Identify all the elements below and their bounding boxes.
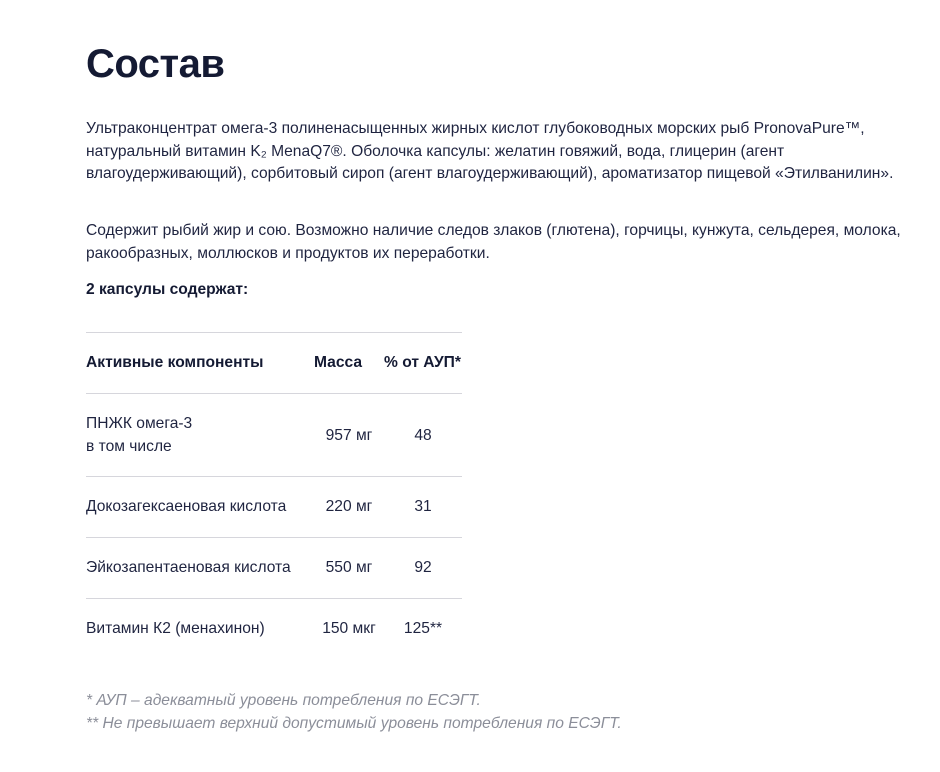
component-name: Эйкозапентаеновая кислота <box>86 538 314 599</box>
component-name <box>86 394 314 477</box>
column-header-percent: % от АУП* <box>384 333 462 394</box>
page-title: Состав <box>86 42 225 86</box>
component-name-line2: в том числе <box>86 438 172 455</box>
footnote-aup: * АУП – адекватный уровень потребления по ЕСЭГТ. <box>86 692 481 709</box>
composition-text: Ультраконцентрат омега-3 полиненасыщенных жирных кислот глубоководных морских рыб PronovaPure™, натуральный витамин K₂ MenaQ7®. Оболочка капсулы: желатин говяжий, вода, глицерин (агент влагоудерживающий), сорбитовый сироп (агент влагоудерживающий), ароматизатор пищевой «Этилванилин». <box>86 120 894 182</box>
component-percent: 125** <box>384 599 462 660</box>
component-percent: 31 <box>384 477 462 538</box>
component-name-line1: ПНЖК омега-3 <box>86 415 193 432</box>
table-row <box>86 394 462 477</box>
component-mass: 957 мг <box>314 394 384 477</box>
component-percent: 48 <box>384 394 462 477</box>
component-mass: 220 мг <box>314 477 384 538</box>
component-mass: 550 мг <box>314 538 384 599</box>
table-row <box>86 599 462 660</box>
footnote-upper-limit: ** Не превышает верхний допустимый уровень потребления по ЕСЭГТ. <box>86 715 622 732</box>
table-row <box>86 538 462 599</box>
component-mass: 150 мкг <box>314 599 384 660</box>
composition-table <box>86 332 462 659</box>
column-header-mass: Масса <box>314 333 384 394</box>
allergens-text: Содержит рыбий жир и сою. Возможно наличие следов злаков (глютена), горчицы, кунжута, сельдерея, молока, ракообразных, моллюсков и продуктов их переработки. <box>86 222 901 262</box>
capsules-heading: 2 капсулы содержат: <box>86 281 249 298</box>
component-name: Витамин К2 (менахинон) <box>86 599 314 660</box>
table-row <box>86 477 462 538</box>
table-header-row <box>86 333 462 394</box>
component-percent: 92 <box>384 538 462 599</box>
component-name: Докозагексаеновая кислота <box>86 477 314 538</box>
column-header-components: Активные компоненты <box>86 333 314 394</box>
